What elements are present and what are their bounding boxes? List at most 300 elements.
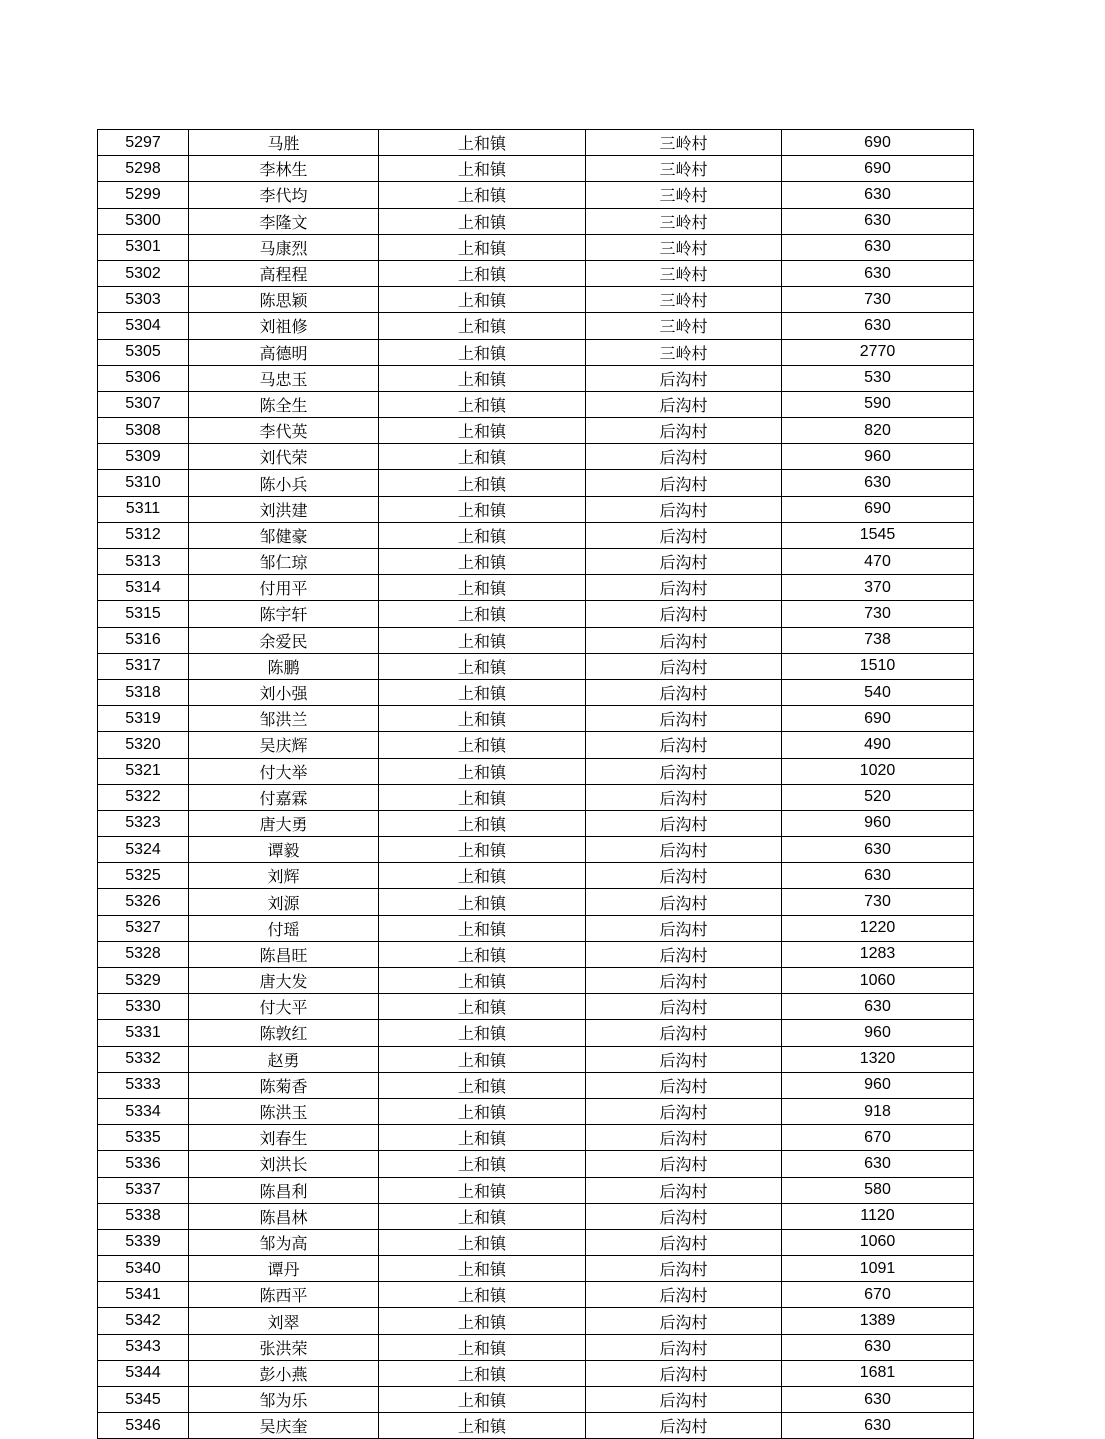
cell-name: 陈思颖 bbox=[189, 287, 379, 313]
cell-id: 5333 bbox=[98, 1072, 189, 1098]
cell-village: 后沟村 bbox=[586, 706, 782, 732]
cell-village: 后沟村 bbox=[586, 679, 782, 705]
cell-village: 后沟村 bbox=[586, 1387, 782, 1413]
cell-village: 后沟村 bbox=[586, 1046, 782, 1072]
cell-town: 上和镇 bbox=[379, 418, 586, 444]
cell-amount: 630 bbox=[782, 1151, 974, 1177]
cell-village: 后沟村 bbox=[586, 1203, 782, 1229]
table-row bbox=[98, 339, 974, 365]
table-row bbox=[98, 627, 974, 653]
cell-name: 邹洪兰 bbox=[189, 706, 379, 732]
cell-village: 后沟村 bbox=[586, 1020, 782, 1046]
cell-village: 后沟村 bbox=[586, 1072, 782, 1098]
cell-amount: 630 bbox=[782, 313, 974, 339]
cell-id: 5317 bbox=[98, 653, 189, 679]
cell-id: 5304 bbox=[98, 313, 189, 339]
cell-town: 上和镇 bbox=[379, 889, 586, 915]
table-row bbox=[98, 444, 974, 470]
cell-village: 三岭村 bbox=[586, 208, 782, 234]
cell-town: 上和镇 bbox=[379, 1308, 586, 1334]
cell-village: 后沟村 bbox=[586, 994, 782, 1020]
table-row bbox=[98, 1360, 974, 1386]
cell-id: 5315 bbox=[98, 601, 189, 627]
cell-amount: 960 bbox=[782, 444, 974, 470]
cell-town: 上和镇 bbox=[379, 496, 586, 522]
cell-town: 上和镇 bbox=[379, 1046, 586, 1072]
cell-id: 5324 bbox=[98, 837, 189, 863]
table-row bbox=[98, 1282, 974, 1308]
cell-name: 吴庆奎 bbox=[189, 1413, 379, 1439]
cell-village: 后沟村 bbox=[586, 915, 782, 941]
cell-id: 5307 bbox=[98, 391, 189, 417]
cell-town: 上和镇 bbox=[379, 601, 586, 627]
cell-amount: 730 bbox=[782, 889, 974, 915]
cell-name: 刘辉 bbox=[189, 863, 379, 889]
cell-amount: 960 bbox=[782, 1072, 974, 1098]
cell-amount: 1545 bbox=[782, 522, 974, 548]
cell-name: 马忠玉 bbox=[189, 365, 379, 391]
cell-village: 后沟村 bbox=[586, 653, 782, 679]
cell-id: 5309 bbox=[98, 444, 189, 470]
table-row bbox=[98, 863, 974, 889]
cell-name: 刘祖修 bbox=[189, 313, 379, 339]
cell-name: 李代英 bbox=[189, 418, 379, 444]
cell-village: 后沟村 bbox=[586, 1360, 782, 1386]
cell-id: 5341 bbox=[98, 1282, 189, 1308]
cell-town: 上和镇 bbox=[379, 260, 586, 286]
table-row bbox=[98, 889, 974, 915]
cell-village: 三岭村 bbox=[586, 182, 782, 208]
cell-name: 陈宇轩 bbox=[189, 601, 379, 627]
cell-id: 5320 bbox=[98, 732, 189, 758]
cell-amount: 1510 bbox=[782, 653, 974, 679]
cell-name: 刘洪建 bbox=[189, 496, 379, 522]
cell-village: 三岭村 bbox=[586, 130, 782, 156]
cell-town: 上和镇 bbox=[379, 627, 586, 653]
table-body bbox=[98, 130, 974, 1439]
cell-town: 上和镇 bbox=[379, 1282, 586, 1308]
cell-name: 陈西平 bbox=[189, 1282, 379, 1308]
table-row bbox=[98, 1072, 974, 1098]
cell-village: 后沟村 bbox=[586, 444, 782, 470]
cell-town: 上和镇 bbox=[379, 1334, 586, 1360]
cell-name: 马康烈 bbox=[189, 234, 379, 260]
cell-town: 上和镇 bbox=[379, 208, 586, 234]
cell-amount: 690 bbox=[782, 706, 974, 732]
cell-name: 刘春生 bbox=[189, 1125, 379, 1151]
cell-id: 5301 bbox=[98, 234, 189, 260]
cell-amount: 630 bbox=[782, 182, 974, 208]
cell-amount: 670 bbox=[782, 1125, 974, 1151]
cell-village: 后沟村 bbox=[586, 1256, 782, 1282]
cell-id: 5346 bbox=[98, 1413, 189, 1439]
cell-village: 后沟村 bbox=[586, 601, 782, 627]
cell-town: 上和镇 bbox=[379, 968, 586, 994]
table-row bbox=[98, 810, 974, 836]
cell-town: 上和镇 bbox=[379, 941, 586, 967]
table-row bbox=[98, 418, 974, 444]
cell-amount: 918 bbox=[782, 1098, 974, 1124]
cell-town: 上和镇 bbox=[379, 732, 586, 758]
cell-id: 5338 bbox=[98, 1203, 189, 1229]
cell-town: 上和镇 bbox=[379, 444, 586, 470]
cell-amount: 580 bbox=[782, 1177, 974, 1203]
cell-village: 后沟村 bbox=[586, 1125, 782, 1151]
table-row bbox=[98, 182, 974, 208]
cell-id: 5303 bbox=[98, 287, 189, 313]
table-row bbox=[98, 522, 974, 548]
cell-town: 上和镇 bbox=[379, 391, 586, 417]
cell-amount: 2770 bbox=[782, 339, 974, 365]
table-row bbox=[98, 156, 974, 182]
cell-village: 三岭村 bbox=[586, 234, 782, 260]
cell-name: 邹为高 bbox=[189, 1229, 379, 1255]
cell-town: 上和镇 bbox=[379, 234, 586, 260]
cell-id: 5322 bbox=[98, 784, 189, 810]
cell-name: 陈小兵 bbox=[189, 470, 379, 496]
cell-name: 唐大发 bbox=[189, 968, 379, 994]
cell-amount: 370 bbox=[782, 575, 974, 601]
cell-village: 后沟村 bbox=[586, 1229, 782, 1255]
cell-name: 谭丹 bbox=[189, 1256, 379, 1282]
cell-village: 后沟村 bbox=[586, 418, 782, 444]
cell-village: 后沟村 bbox=[586, 1177, 782, 1203]
cell-amount: 690 bbox=[782, 156, 974, 182]
cell-town: 上和镇 bbox=[379, 994, 586, 1020]
table-row bbox=[98, 549, 974, 575]
cell-id: 5326 bbox=[98, 889, 189, 915]
cell-id: 5305 bbox=[98, 339, 189, 365]
cell-town: 上和镇 bbox=[379, 810, 586, 836]
cell-name: 付嘉霖 bbox=[189, 784, 379, 810]
table-row bbox=[98, 837, 974, 863]
cell-id: 5310 bbox=[98, 470, 189, 496]
cell-name: 付用平 bbox=[189, 575, 379, 601]
cell-id: 5329 bbox=[98, 968, 189, 994]
table-row bbox=[98, 1151, 974, 1177]
cell-village: 三岭村 bbox=[586, 287, 782, 313]
cell-town: 上和镇 bbox=[379, 470, 586, 496]
table-row bbox=[98, 1334, 974, 1360]
cell-id: 5298 bbox=[98, 156, 189, 182]
cell-amount: 630 bbox=[782, 208, 974, 234]
cell-town: 上和镇 bbox=[379, 1020, 586, 1046]
cell-amount: 1091 bbox=[782, 1256, 974, 1282]
cell-town: 上和镇 bbox=[379, 156, 586, 182]
cell-town: 上和镇 bbox=[379, 758, 586, 784]
cell-name: 陈昌旺 bbox=[189, 941, 379, 967]
cell-name: 高程程 bbox=[189, 260, 379, 286]
cell-village: 三岭村 bbox=[586, 260, 782, 286]
cell-amount: 1060 bbox=[782, 1229, 974, 1255]
cell-town: 上和镇 bbox=[379, 1387, 586, 1413]
cell-town: 上和镇 bbox=[379, 1229, 586, 1255]
table-row bbox=[98, 653, 974, 679]
table-row bbox=[98, 1413, 974, 1439]
cell-amount: 1120 bbox=[782, 1203, 974, 1229]
cell-id: 5318 bbox=[98, 679, 189, 705]
cell-village: 三岭村 bbox=[586, 156, 782, 182]
cell-id: 5299 bbox=[98, 182, 189, 208]
cell-id: 5335 bbox=[98, 1125, 189, 1151]
table-row bbox=[98, 1098, 974, 1124]
cell-name: 陈昌林 bbox=[189, 1203, 379, 1229]
cell-amount: 1220 bbox=[782, 915, 974, 941]
cell-village: 后沟村 bbox=[586, 496, 782, 522]
cell-id: 5344 bbox=[98, 1360, 189, 1386]
cell-name: 刘代荣 bbox=[189, 444, 379, 470]
cell-amount: 690 bbox=[782, 130, 974, 156]
cell-amount: 1020 bbox=[782, 758, 974, 784]
table-row bbox=[98, 1046, 974, 1072]
cell-id: 5316 bbox=[98, 627, 189, 653]
cell-town: 上和镇 bbox=[379, 182, 586, 208]
cell-village: 后沟村 bbox=[586, 968, 782, 994]
cell-village: 后沟村 bbox=[586, 863, 782, 889]
cell-amount: 530 bbox=[782, 365, 974, 391]
cell-id: 5297 bbox=[98, 130, 189, 156]
cell-amount: 1060 bbox=[782, 968, 974, 994]
cell-name: 李隆文 bbox=[189, 208, 379, 234]
cell-village: 后沟村 bbox=[586, 837, 782, 863]
cell-town: 上和镇 bbox=[379, 863, 586, 889]
table-row bbox=[98, 968, 974, 994]
table-row bbox=[98, 994, 974, 1020]
cell-name: 付瑶 bbox=[189, 915, 379, 941]
cell-name: 陈敦红 bbox=[189, 1020, 379, 1046]
cell-town: 上和镇 bbox=[379, 837, 586, 863]
table-row bbox=[98, 575, 974, 601]
cell-name: 余爱民 bbox=[189, 627, 379, 653]
cell-amount: 1681 bbox=[782, 1360, 974, 1386]
cell-town: 上和镇 bbox=[379, 1203, 586, 1229]
cell-amount: 738 bbox=[782, 627, 974, 653]
cell-id: 5312 bbox=[98, 522, 189, 548]
cell-name: 陈昌利 bbox=[189, 1177, 379, 1203]
cell-name: 刘洪长 bbox=[189, 1151, 379, 1177]
table-row bbox=[98, 470, 974, 496]
table-row bbox=[98, 234, 974, 260]
cell-amount: 1320 bbox=[782, 1046, 974, 1072]
cell-amount: 520 bbox=[782, 784, 974, 810]
table-row bbox=[98, 365, 974, 391]
cell-name: 彭小燕 bbox=[189, 1360, 379, 1386]
cell-name: 陈菊香 bbox=[189, 1072, 379, 1098]
cell-name: 李林生 bbox=[189, 156, 379, 182]
cell-name: 陈鹏 bbox=[189, 653, 379, 679]
cell-id: 5311 bbox=[98, 496, 189, 522]
cell-id: 5342 bbox=[98, 1308, 189, 1334]
cell-name: 赵勇 bbox=[189, 1046, 379, 1072]
cell-amount: 690 bbox=[782, 496, 974, 522]
cell-id: 5334 bbox=[98, 1098, 189, 1124]
cell-name: 付大平 bbox=[189, 994, 379, 1020]
cell-town: 上和镇 bbox=[379, 365, 586, 391]
cell-village: 后沟村 bbox=[586, 1098, 782, 1124]
cell-amount: 960 bbox=[782, 1020, 974, 1046]
cell-amount: 1283 bbox=[782, 941, 974, 967]
cell-amount: 630 bbox=[782, 837, 974, 863]
cell-name: 张洪荣 bbox=[189, 1334, 379, 1360]
table-row bbox=[98, 784, 974, 810]
cell-id: 5343 bbox=[98, 1334, 189, 1360]
cell-village: 后沟村 bbox=[586, 522, 782, 548]
cell-town: 上和镇 bbox=[379, 1360, 586, 1386]
cell-amount: 630 bbox=[782, 1413, 974, 1439]
table-row bbox=[98, 758, 974, 784]
cell-town: 上和镇 bbox=[379, 1151, 586, 1177]
cell-id: 5330 bbox=[98, 994, 189, 1020]
cell-name: 马胜 bbox=[189, 130, 379, 156]
cell-village: 后沟村 bbox=[586, 549, 782, 575]
data-table bbox=[97, 129, 974, 1439]
cell-id: 5308 bbox=[98, 418, 189, 444]
cell-town: 上和镇 bbox=[379, 1072, 586, 1098]
cell-village: 后沟村 bbox=[586, 1282, 782, 1308]
cell-name: 陈全生 bbox=[189, 391, 379, 417]
cell-amount: 630 bbox=[782, 863, 974, 889]
cell-amount: 630 bbox=[782, 470, 974, 496]
cell-id: 5323 bbox=[98, 810, 189, 836]
cell-id: 5337 bbox=[98, 1177, 189, 1203]
cell-id: 5328 bbox=[98, 941, 189, 967]
table-row bbox=[98, 208, 974, 234]
table-row bbox=[98, 1125, 974, 1151]
cell-village: 后沟村 bbox=[586, 810, 782, 836]
cell-village: 后沟村 bbox=[586, 1334, 782, 1360]
cell-amount: 470 bbox=[782, 549, 974, 575]
cell-id: 5314 bbox=[98, 575, 189, 601]
cell-village: 三岭村 bbox=[586, 313, 782, 339]
table-row bbox=[98, 1308, 974, 1334]
cell-village: 后沟村 bbox=[586, 575, 782, 601]
cell-id: 5300 bbox=[98, 208, 189, 234]
cell-amount: 1389 bbox=[782, 1308, 974, 1334]
cell-town: 上和镇 bbox=[379, 1098, 586, 1124]
cell-amount: 820 bbox=[782, 418, 974, 444]
cell-village: 后沟村 bbox=[586, 365, 782, 391]
cell-id: 5319 bbox=[98, 706, 189, 732]
cell-amount: 630 bbox=[782, 1334, 974, 1360]
table-row bbox=[98, 1387, 974, 1413]
cell-village: 后沟村 bbox=[586, 470, 782, 496]
cell-id: 5325 bbox=[98, 863, 189, 889]
cell-village: 后沟村 bbox=[586, 889, 782, 915]
cell-amount: 590 bbox=[782, 391, 974, 417]
cell-name: 吴庆辉 bbox=[189, 732, 379, 758]
cell-town: 上和镇 bbox=[379, 339, 586, 365]
cell-village: 后沟村 bbox=[586, 1308, 782, 1334]
cell-town: 上和镇 bbox=[379, 784, 586, 810]
table-row bbox=[98, 1229, 974, 1255]
table-row bbox=[98, 260, 974, 286]
cell-name: 付大举 bbox=[189, 758, 379, 784]
cell-town: 上和镇 bbox=[379, 287, 586, 313]
cell-town: 上和镇 bbox=[379, 915, 586, 941]
cell-amount: 540 bbox=[782, 679, 974, 705]
cell-name: 陈洪玉 bbox=[189, 1098, 379, 1124]
table-row bbox=[98, 679, 974, 705]
cell-id: 5313 bbox=[98, 549, 189, 575]
cell-amount: 630 bbox=[782, 1387, 974, 1413]
cell-town: 上和镇 bbox=[379, 679, 586, 705]
cell-amount: 670 bbox=[782, 1282, 974, 1308]
table-row bbox=[98, 1203, 974, 1229]
cell-amount: 730 bbox=[782, 601, 974, 627]
cell-town: 上和镇 bbox=[379, 313, 586, 339]
table-row bbox=[98, 496, 974, 522]
cell-name: 邹健豪 bbox=[189, 522, 379, 548]
table-row bbox=[98, 1256, 974, 1282]
cell-town: 上和镇 bbox=[379, 522, 586, 548]
cell-village: 三岭村 bbox=[586, 339, 782, 365]
table-row bbox=[98, 601, 974, 627]
cell-name: 刘翠 bbox=[189, 1308, 379, 1334]
cell-amount: 630 bbox=[782, 994, 974, 1020]
cell-name: 唐大勇 bbox=[189, 810, 379, 836]
cell-town: 上和镇 bbox=[379, 130, 586, 156]
cell-id: 5336 bbox=[98, 1151, 189, 1177]
table-row bbox=[98, 1020, 974, 1046]
cell-town: 上和镇 bbox=[379, 549, 586, 575]
cell-village: 后沟村 bbox=[586, 1151, 782, 1177]
cell-id: 5331 bbox=[98, 1020, 189, 1046]
cell-town: 上和镇 bbox=[379, 1413, 586, 1439]
table-row bbox=[98, 915, 974, 941]
cell-name: 刘源 bbox=[189, 889, 379, 915]
cell-village: 后沟村 bbox=[586, 758, 782, 784]
table-row bbox=[98, 391, 974, 417]
table-row bbox=[98, 1177, 974, 1203]
cell-town: 上和镇 bbox=[379, 1125, 586, 1151]
cell-town: 上和镇 bbox=[379, 575, 586, 601]
table-row bbox=[98, 287, 974, 313]
cell-village: 后沟村 bbox=[586, 941, 782, 967]
cell-id: 5332 bbox=[98, 1046, 189, 1072]
table-row bbox=[98, 313, 974, 339]
cell-name: 邹为乐 bbox=[189, 1387, 379, 1413]
cell-id: 5339 bbox=[98, 1229, 189, 1255]
table-row bbox=[98, 706, 974, 732]
cell-village: 后沟村 bbox=[586, 627, 782, 653]
cell-id: 5327 bbox=[98, 915, 189, 941]
cell-amount: 730 bbox=[782, 287, 974, 313]
cell-village: 后沟村 bbox=[586, 784, 782, 810]
cell-village: 后沟村 bbox=[586, 391, 782, 417]
cell-amount: 630 bbox=[782, 260, 974, 286]
cell-amount: 630 bbox=[782, 234, 974, 260]
cell-amount: 490 bbox=[782, 732, 974, 758]
cell-town: 上和镇 bbox=[379, 653, 586, 679]
cell-village: 后沟村 bbox=[586, 732, 782, 758]
cell-town: 上和镇 bbox=[379, 1256, 586, 1282]
table-row bbox=[98, 130, 974, 156]
cell-id: 5306 bbox=[98, 365, 189, 391]
cell-town: 上和镇 bbox=[379, 1177, 586, 1203]
cell-amount: 960 bbox=[782, 810, 974, 836]
cell-name: 刘小强 bbox=[189, 679, 379, 705]
cell-name: 李代均 bbox=[189, 182, 379, 208]
cell-name: 高德明 bbox=[189, 339, 379, 365]
cell-id: 5340 bbox=[98, 1256, 189, 1282]
cell-id: 5321 bbox=[98, 758, 189, 784]
cell-town: 上和镇 bbox=[379, 706, 586, 732]
cell-id: 5302 bbox=[98, 260, 189, 286]
table-row bbox=[98, 941, 974, 967]
cell-name: 谭毅 bbox=[189, 837, 379, 863]
table-row bbox=[98, 732, 974, 758]
cell-village: 后沟村 bbox=[586, 1413, 782, 1439]
